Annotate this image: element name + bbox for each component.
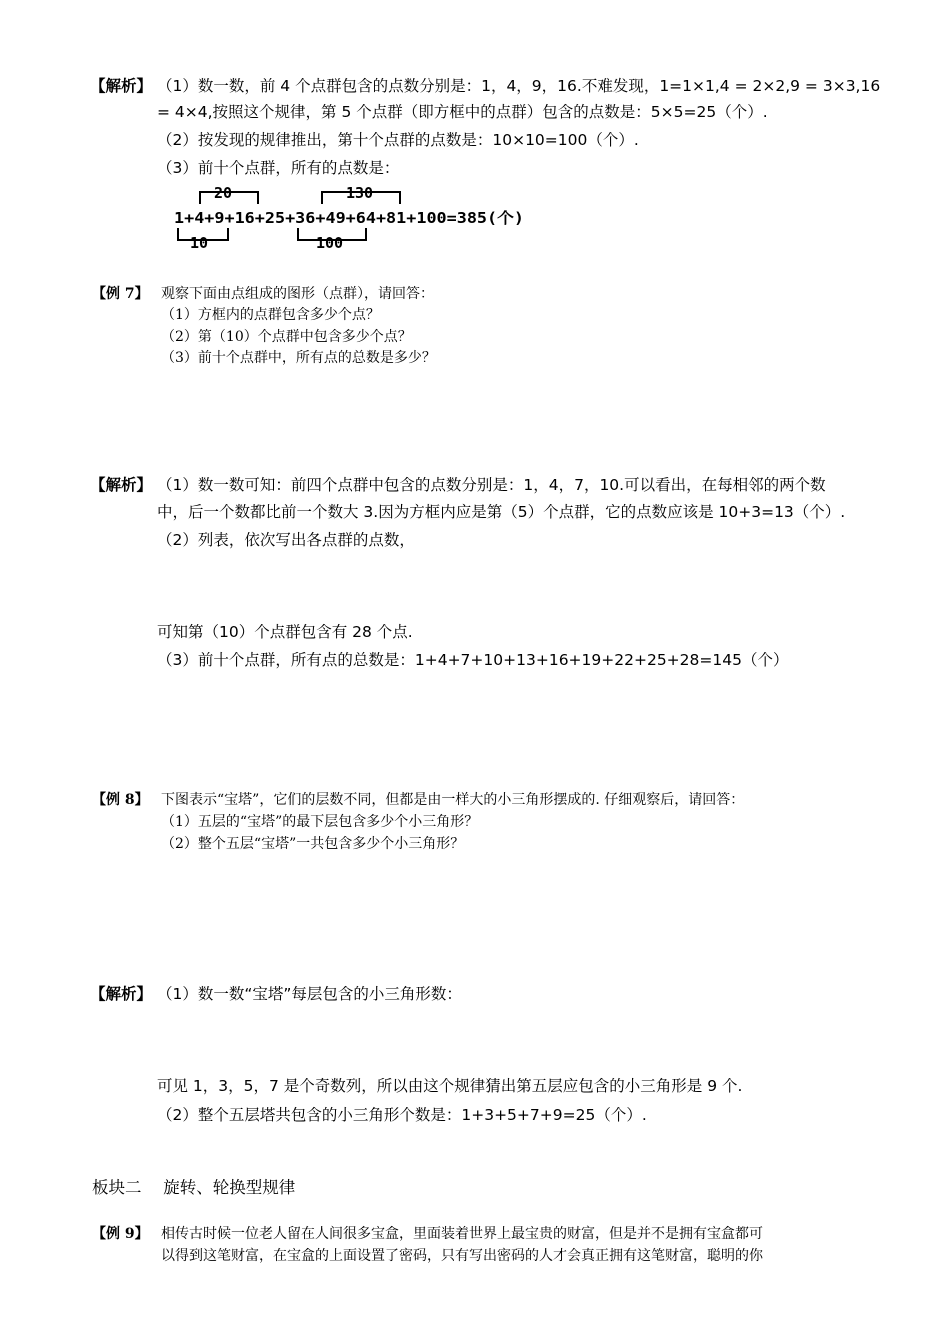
- question-text: 下图表示“宝塔”，它们的层数不同，但都是由一样大的小三角形摆成的. 仔细观察后，请回答：: [161, 792, 745, 808]
- question-text: 以得到这笔财富，在宝盒的上面设置了密码，只有写出密码的人才会真正拥有这笔财富，聪明的你: [161, 1248, 763, 1264]
- sub-question: （2）整个五层“宝塔”一共包含多少个小三角形？: [161, 836, 465, 852]
- solution-tag: 【解析】: [90, 77, 153, 95]
- sum-expression: 1+4+9+16+25+36+49+64+81+100=385(个): [174, 209, 524, 227]
- sub-question: （2）第（10）个点群中包含多少个点？: [161, 329, 412, 345]
- top-label-b: 130: [346, 184, 374, 202]
- section-heading: 板块二 旋转、轮换型规律: [92, 1178, 296, 1197]
- solution-line: （2）按发现的规律推出，第十个点群的点数是：10×10=100（个）.: [157, 131, 639, 149]
- sum-bracket-figure: [170, 182, 530, 254]
- sub-question: （1）五层的“宝塔”的最下层包含多少个小三角形？: [161, 814, 479, 830]
- solution-line: 可知第（10）个点群包含有 28 个点.: [157, 623, 413, 641]
- solution-tag: 【解析】: [90, 985, 153, 1003]
- solution-line: （1）数一数可知：前四个点群中包含的点数分别是：1，4，7，10.可以看出，在每相邻的两个数: [157, 476, 826, 494]
- example-tag: 【例 9】: [92, 1226, 149, 1242]
- solution-line: （2）列表，依次写出各点群的点数，: [157, 531, 415, 549]
- solution-line: = 4×4,按照这个规律，第 5 个点群（即方框中的点群）包含的点数是：5×5=25（个）.: [157, 103, 768, 121]
- solution-tag: 【解析】: [90, 476, 153, 494]
- top-label-a: 20: [214, 184, 233, 202]
- bottom-label-b: 100: [316, 234, 344, 252]
- sub-question: （3）前十个点群中，所有点的总数是多少？: [161, 350, 436, 366]
- solution-line: （2）整个五层塔共包含的小三角形个数是：1+3+5+7+9=25（个）.: [157, 1106, 647, 1124]
- question-text: 相传古时候一位老人留在人间很多宝盒，里面装着世界上最宝贵的财富，但是并不是拥有宝盒都可: [161, 1226, 763, 1242]
- solution-line: （1）数一数，前 4 个点群包含的点数分别是：1，4，9，16.不难发现，1=1×1,4 = 2×2,9 = 3×3,16: [157, 77, 881, 95]
- example-tag: 【例 7】: [92, 286, 149, 302]
- solution-line: 可见 1，3，5，7 是个奇数列，所以由这个规律猜出第五层应包含的小三角形是 9 个.: [157, 1077, 743, 1095]
- example-tag: 【例 8】: [92, 792, 149, 808]
- solution-line: （3）前十个点群，所有的点数是：: [157, 159, 400, 177]
- solution-line: （1）数一数“宝塔”每层包含的小三角形数：: [157, 985, 462, 1003]
- solution-line: 中，后一个数都比前一个数大 3.因为方框内应是第（5）个点群，它的点数应该是 10+3=13（个）.: [157, 503, 846, 521]
- solution-line: （3）前十个点群，所有点的总数是：1+4+7+10+13+16+19+22+25+28=145（个）: [157, 651, 789, 669]
- question-text: 观察下面由点组成的图形（点群），请回答：: [161, 286, 434, 302]
- sub-question: （1）方框内的点群包含多少个点？: [161, 307, 380, 323]
- bottom-label-a: 10: [190, 234, 209, 252]
